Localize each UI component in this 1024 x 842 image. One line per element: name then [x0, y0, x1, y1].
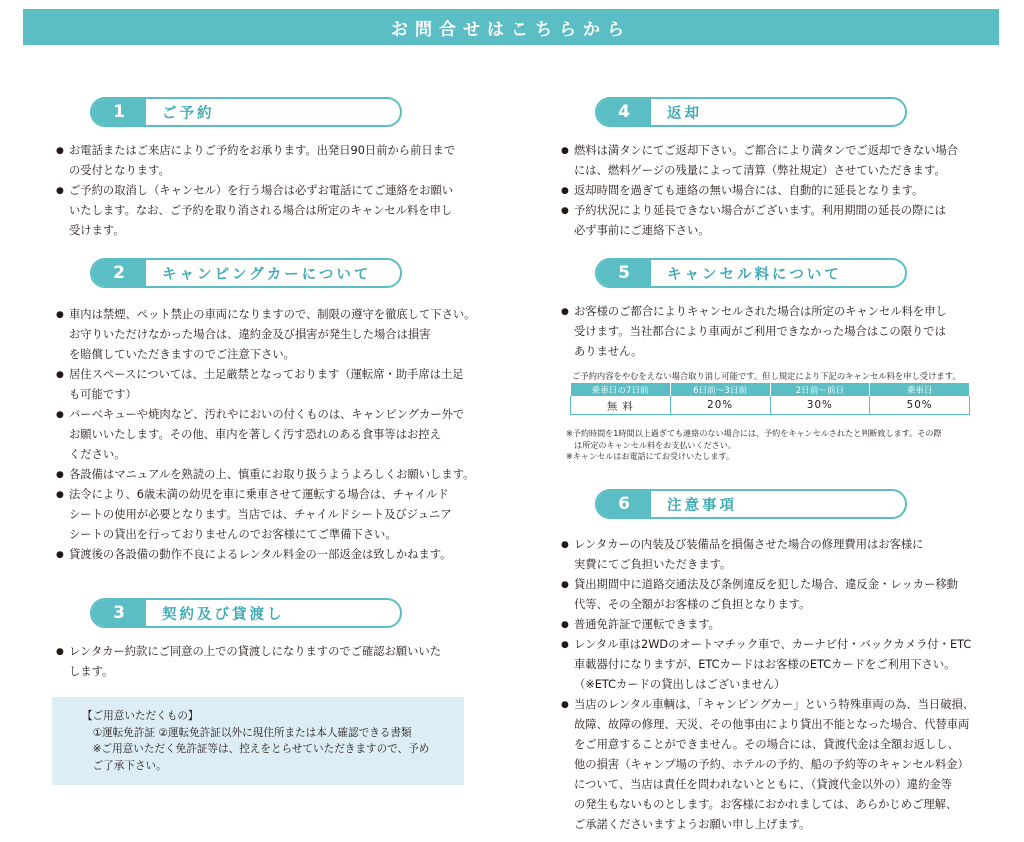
list-item: ● ご予約の取消し（キャンセル）を行う場合は必ずお電話にてご連絡をお願い いたします。なお、ご予約を取り消される場合は所定のキャンセル料を申し 受けます。: [56, 181, 455, 241]
section-1-number: 1: [92, 99, 146, 125]
section-4-header: [595, 97, 907, 127]
section-5-header: [595, 258, 907, 288]
section-2-list: [56, 305, 475, 565]
table-cell: 50%: [870, 396, 970, 415]
section-5-title: キャンセル料について: [667, 266, 842, 283]
banner-title: お問合せはこちらから: [391, 19, 631, 40]
column-header: 乗車日: [870, 383, 970, 396]
section-6-number: 6: [597, 491, 651, 517]
list-item: ● レンタカー約款にご同意の上での貸渡しになりますのでご確認お願いいた します。: [56, 642, 441, 682]
table-cell: 無 料: [571, 396, 671, 415]
contact-banner: [23, 9, 999, 45]
list-item: ● お電話またはご来店によりご予約をお承ります。出発日90日前から前日まで の受付となります。: [56, 141, 455, 181]
list-item: ● 貸出期間中に道路交通法及び条例違反を犯した場合、違反金・レッカー移動 代等、その全額がお客様のご負担となります。: [561, 575, 974, 615]
table-cell: 20%: [670, 396, 770, 415]
list-item: ● 貸渡後の各設備の動作不良によるレンタル料金の一部返金は致しかねます。: [56, 545, 475, 565]
section-3-title: 契約及び貸渡し: [162, 606, 285, 623]
section-2-title: キャンピングカーについて: [162, 266, 372, 283]
section-5-list: [561, 302, 947, 362]
section-1-header: [90, 97, 402, 127]
section-1-title: ご予約: [162, 105, 215, 122]
list-item: ● 各設備はマニュアルを熟読の上、慎重にお取り扱うようよろしくお願いします。: [56, 465, 475, 485]
list-item: ● 予約状況により延長できない場合がございます。利用期間の延長の際には 必ず事前にご連絡下さい。: [561, 201, 958, 241]
table-cell: 30%: [770, 396, 870, 415]
section-1-list: [56, 141, 455, 241]
required-documents-line: ご了承下さい。: [82, 759, 167, 772]
required-documents-heading: 【ご用意いただくもの】: [82, 710, 199, 722]
list-item: ● 普通免許証で運転できます。: [561, 615, 974, 635]
section-4-list: [561, 141, 958, 241]
required-documents-line: ①運転免許証 ②運転免許証以外に現住所または本人確認できる書類: [82, 726, 412, 739]
cancel-fee-table: [570, 383, 970, 415]
section-6-title: 注意事項: [667, 497, 737, 514]
list-item: ● 燃料は満タンにてご返却下さい。ご都合により満タンでご返却できない場合 には、燃料ゲージの残量によって清算（弊社規定）させていただきます。: [561, 141, 958, 181]
section-3-header: [90, 598, 402, 628]
cancel-note: ※予約時間を1時間以上過ぎても連絡のない場合には、予約をキャンセルされたと判断致します。その際: [566, 428, 942, 438]
list-item: ● 車内は禁煙、ペット禁止の車両になりますので、制限の遵守を徹底して下さい。 お守りいただけなかった場合は、違約金及び損害が発生した場合は損害 を賠償していただきますのでご注意下さい。: [56, 305, 475, 365]
section-5-number: 5: [597, 260, 651, 286]
section-6-list: [561, 535, 974, 835]
cancel-fee-intro: ご予約内容をやむをえない場合取り消し可能です。但し規定により下記のキャンセル料を申し受けます。: [572, 371, 961, 381]
section-2-number: 2: [92, 260, 146, 286]
table-row: [571, 396, 970, 415]
list-item: ● 居住スペースについては、土足厳禁となっております（運転席・助手席は土足 も可能です）: [56, 365, 475, 405]
cancel-note: は所定のキャンセル料をお支払いください。: [566, 439, 736, 450]
section-6-header: [595, 489, 907, 519]
table-header-row: [571, 383, 970, 396]
section-3-number: 3: [92, 600, 146, 626]
list-item: ● レンタル車は2WDのオートマチック車で、カーナビ付・バックカメラ付・ETC 車載器付になりますが、ETCカードはお客様のETCカードをご利用下さい。 （※ETCカードの貸出しはございません）: [561, 635, 974, 695]
column-header: 乗車日の7日前: [571, 383, 671, 396]
cancel-fee-notes: [566, 428, 942, 463]
list-item: ● バーベキューや焼肉など、汚れやにおいの付くものは、キャンピングカー外で お願いいたします。その他、車内を著しく汚す恐れのある食事等はお控え ください。: [56, 405, 475, 465]
required-documents-box: [52, 697, 464, 785]
column-header: 6日前〜3日前: [670, 383, 770, 396]
required-documents-line: ※ご用意いただく免許証等は、控えをとらせていただきますので、予め: [82, 743, 430, 755]
list-item: ● 法令により、6歳未満の幼児を車に乗車させて運転する場合は、チャイルド シートの使用が必要となります。当店では、チャイルドシート及びジュニア シートの貸出を行っておりませんのでお客様にてご準備下さい。: [56, 485, 475, 545]
cancel-note: ※キャンセルはお電話にてお受けいたします。: [566, 451, 735, 461]
list-item: ● レンタカーの内装及び装備品を損傷させた場合の修理費用はお客様に 実費にてご負担いただきます。: [561, 535, 974, 575]
list-item: ● お客様のご都合によりキャンセルされた場合は所定のキャンセル料を申し 受けます。当社都合により車両がご利用できなかった場合はこの限りでは ありません。: [561, 302, 947, 362]
section-4-title: 返却: [667, 105, 702, 122]
list-item: ● 返却時間を過ぎても連絡の無い場合には、自動的に延長となります。: [561, 181, 958, 201]
column-header: 2日前〜前日: [770, 383, 870, 396]
section-4-number: 4: [597, 99, 651, 125]
section-3-list: [56, 642, 441, 682]
list-item: ● 当店のレンタル車輌は、「キャンピングカー」という特殊車両の為、当日破損、 故障、故障の修理、天災、その他事由により貸出不能となった場合、代替車両 をご用意することができません。その場合には、貸渡代金は全額お返しし、 他の損害（キャンプ場の予約、ホテルの予約、船の予約等のキャンセル料金） について、当店は責任を問われないとともに、（貸渡代金以外の）違約金等 の発生もないものとします。お客様におかれましては、あらかじめご理解、 ご承諾くださいますようお願い申し上げます。: [561, 695, 974, 835]
section-2-header: [90, 258, 402, 288]
